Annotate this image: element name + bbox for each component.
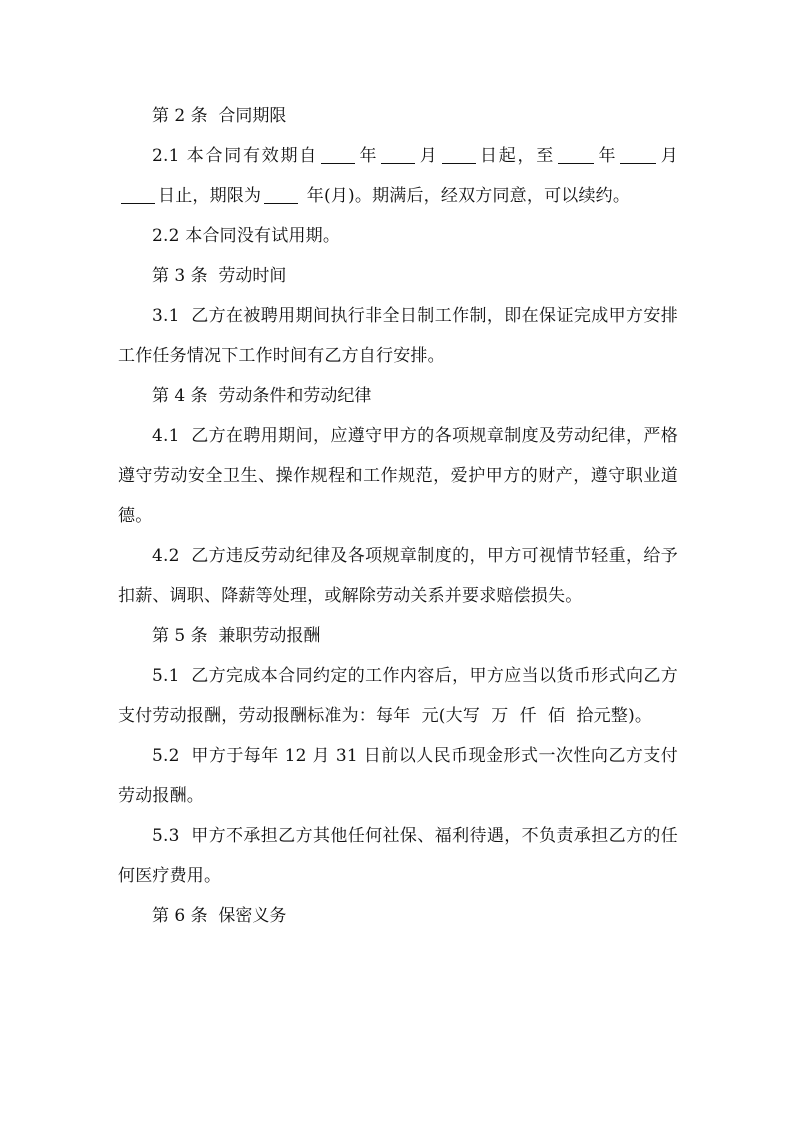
end-month-blank xyxy=(620,146,656,164)
clause-4-2: 4.2 乙方违反劳动纪律及各项规章制度的，甲方可视情节轻重，给予扣薪、调职、降薪等处理，或解除劳动关系并要求赔偿损失。 xyxy=(118,546,678,606)
clause-2-1-year2: 年 xyxy=(596,146,618,166)
clause-5-3: 5.3 甲方不承担乙方其他任何社保、福利待遇，不负责承担乙方的任何医疗费用。 xyxy=(118,826,678,886)
clause-3-1: 3.1 乙方在被聘用期间执行非全日制工作制，即在保证完成甲方安排工作任务情况下工作时间有乙方自行安排。 xyxy=(118,306,678,366)
clause-2-1-month1: 月 xyxy=(418,146,439,166)
clause-5-2: 5.2 甲方于每年 12 月 31 日前以人民币现金形式一次性向乙方支付劳动报酬。 xyxy=(118,746,678,806)
clause-2-1-year1: 年 xyxy=(357,146,379,166)
clause-4-1: 4.1 乙方在聘用期间，应遵守甲方的各项规章制度及劳动纪律，严格遵守劳动安全卫生、操作规程和工作规范，爱护甲方的财产，遵守职业道德。 xyxy=(118,426,678,526)
article-2-heading: 第 2 条 合同期限 xyxy=(152,106,287,126)
clause-2-1 xyxy=(118,136,678,216)
start-month-blank xyxy=(381,146,415,164)
contract-page xyxy=(118,96,678,936)
clause-2-2: 2.2 本合同没有试用期。 xyxy=(152,226,341,246)
end-year-blank xyxy=(558,146,594,164)
clause-2-1-month2: 月 xyxy=(659,146,679,166)
clause-5-1: 5.1 乙方完成本合同约定的工作内容后，甲方应当以货币形式向乙方支付劳动报酬，劳动报酬标准为：每年 元(大写 万 仟 佰 拾元整)。 xyxy=(118,666,678,726)
clause-2-1-day2: 日止，期限为 xyxy=(158,186,262,206)
start-year-blank xyxy=(321,146,355,164)
clause-2-1-prefix: 2.1 本合同有效期自 xyxy=(152,146,318,166)
end-day-blank xyxy=(121,186,155,204)
clause-2-1-suffix: 年(月)。期满后，经双方同意，可以续约。 xyxy=(301,186,631,206)
start-day-blank xyxy=(442,146,476,164)
article-6-heading: 第 6 条 保密义务 xyxy=(152,906,287,926)
term-blank xyxy=(264,186,298,204)
article-4-heading: 第 4 条 劳动条件和劳动纪律 xyxy=(152,386,372,406)
clause-2-1-day1: 日起，至 xyxy=(478,146,555,166)
article-5-heading: 第 5 条 兼职劳动报酬 xyxy=(152,626,321,646)
article-3-heading: 第 3 条 劳动时间 xyxy=(152,266,287,286)
